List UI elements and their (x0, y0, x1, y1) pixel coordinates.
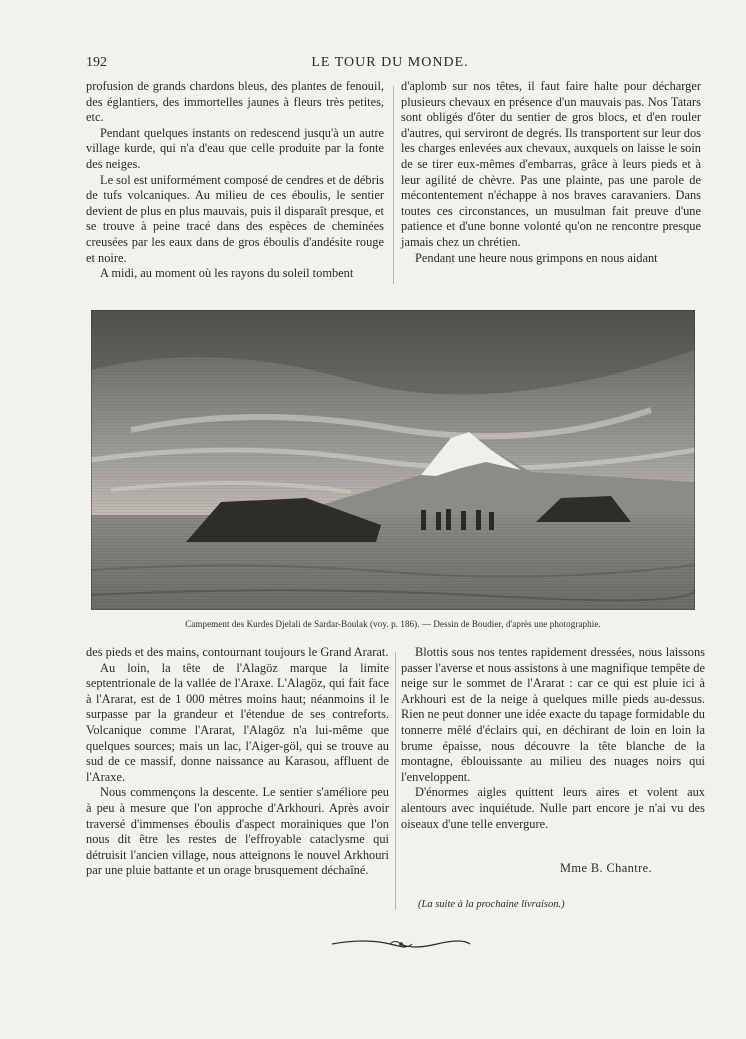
paragraph: Le sol est uniformément composé de cendres et de débris de tufs volcaniques. Au milieu de ces éboulis, le sentier devient de plus en plus mauvais, puis il disparaît presque, et se trouve à peine tracé dans des espèces de cheminées creusées par les eaux dans de gros éboulis d'andésite rouge et noire. (86, 172, 384, 265)
paragraph: Pendant une heure nous grimpons en nous aidant (415, 250, 658, 265)
paragraph: Nous commençons la descente. Le sentier s'améliore peu à peu à mesure que l'on approche d'Arkhouri. Après avoir traversé d'immenses éboulis d'aspect morainiques que l'on nous dit être les restes de l'effroyable cataclysme qui détruisit l'ancien village, nous atteignons le nouvel Arkhouri par une pluie battante et un orage brusquement déchaîné. (86, 785, 389, 878)
running-title: LE TOUR DU MONDE. (311, 55, 469, 70)
paragraph: des pieds et des mains, contournant toujours le Grand Ararat. (86, 645, 389, 659)
figure-caption: Campement des Kurdes Djelali de Sardar-Boulak (voy. p. 186). — Dessin de Boudier, d'après une photographie. (185, 619, 601, 629)
paragraph: Blottis sous nos tentes rapidement dressées, nous laissons passer l'averse et nous assistons à une magnifique tempête de neige sur le sommet de l'Ararat : car ce qui est pluie ici à Arkhouri est de la neige à quelques mille pieds au-dessus. Rien ne peut donner une idée exacte du tapage formidable du tonnerre mêlé d'éclairs qui, en déchirant de loin en loin la brume épaisse, nous découvre la tête blanche de la montagne, éblouissante au milieu des nuages noirs qui l'enveloppent. (401, 645, 705, 784)
continued-note: (La suite à la prochaine livraison.) (418, 899, 565, 910)
column-divider (393, 86, 394, 284)
paragraph: Pendant quelques instants on redescend jusqu'à un autre village kurde, qui n'a d'eau que celle produite par la fonte des neiges. (86, 125, 384, 171)
text-column-top-right (401, 79, 701, 266)
paragraph: d'aplomb sur nos têtes, il faut faire halte pour décharger plusieurs chevaux en présence d'un mauvais pas. Nos Tatars sont obligés d'ôter du sentier de gros blocs, et d'en rouler d'autres, qui serviront de degrés. Ils transportent sur leur dos les charges enlevées aux chevaux, auxquels on laisse le soin de se tirer eux-mêmes d'embarras, grâce à leurs pieds et à leur agilité de chèvre. Pas une plainte, pas une parole de mécontentement n'échappe à nos braves caravaniers. Dans toutes ces circonstances, un musulman fait preuve d'une patience et d'une bonne volonté qu'on ne rencontre presque jamais chez un chrétien. (401, 79, 701, 249)
paragraph: D'énormes aigles quittent leurs aires et volent aux alentours avec inquiétude. Nulle part encore je n'ai vu des oiseaux d'une telle envergure. (401, 785, 705, 831)
text-column-top-left (86, 79, 384, 282)
page-header (86, 55, 694, 75)
engraving-illustration (91, 310, 695, 610)
paragraph: Au loin, la tête de l'Alagöz marque la limite septentrionale de la vallée de l'Araxe. L'Alagöz, qui fait face à l'Ararat, est de 1 000 mètres moins haut; néanmoins il le surpasse par la grandeur et l'étendue de ses contreforts. Volcanique comme l'Ararat, l'Alagöz n'a lui-même que quelques sources; mais un lac, l'Aiger-göl, qui se trouve au sud de ce massif, donne naissance au Karasou, affluent de l'Araxe. (86, 660, 389, 784)
text-column-bottom-left (86, 645, 389, 879)
paragraph: profusion de grands chardons bleus, des plantes de fenouil, des églantiers, des immortelles jaunes à fleurs très petites, etc. (86, 79, 384, 125)
column-divider (395, 652, 396, 910)
paragraph: A midi, au moment où les rayons du soleil tombent (100, 266, 354, 281)
page-number: 192 (86, 55, 107, 70)
author-signature: Mme B. Chantre. (560, 861, 653, 875)
ornament-divider (330, 937, 472, 956)
text-column-bottom-right (401, 645, 705, 832)
